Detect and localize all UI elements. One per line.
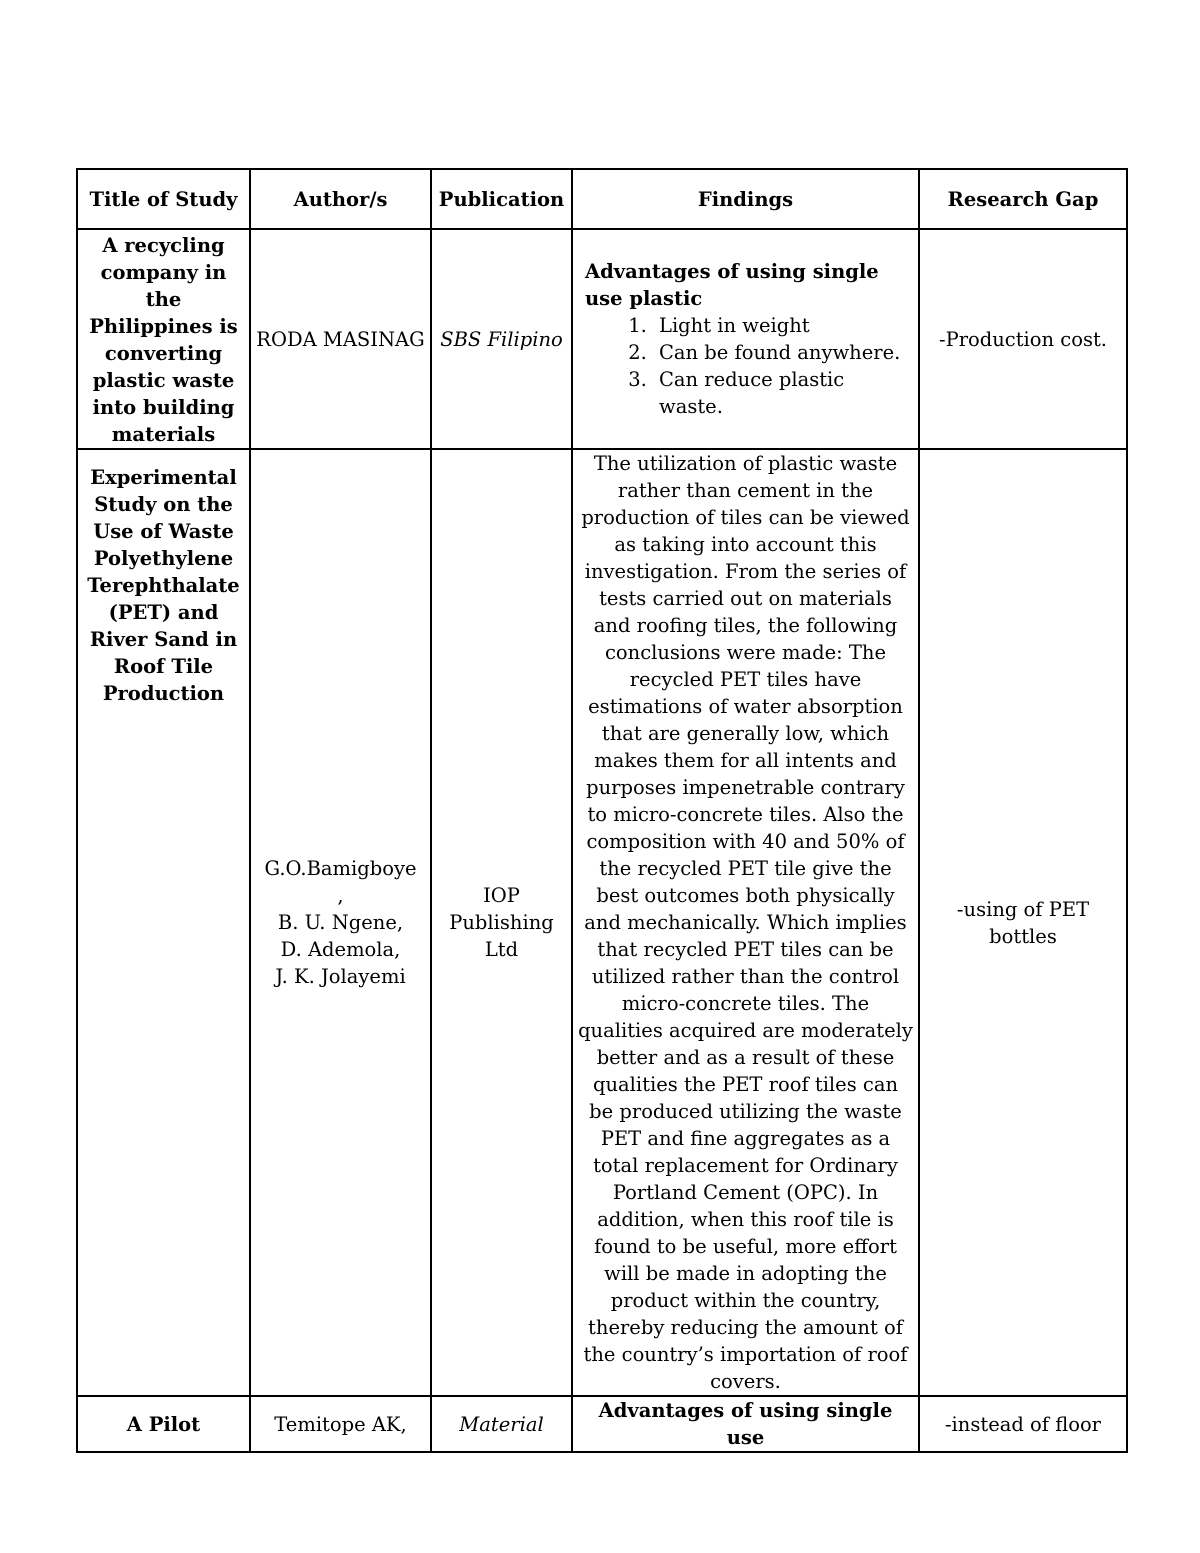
header-research-gap: Research Gap <box>919 169 1127 229</box>
author-line: , <box>337 884 344 907</box>
author-line: J. K. Jolayemi <box>275 965 406 988</box>
list-item: 2. Can be found anywhere. <box>653 339 913 366</box>
research-gap: -Production cost. <box>919 229 1127 449</box>
research-gap: -using of PET bottles <box>919 449 1127 1396</box>
list-item: 3. Can reduce plastic waste. <box>653 366 913 420</box>
study-findings <box>572 229 919 449</box>
research-gap: -instead of floor <box>919 1396 1127 1452</box>
header-publication: Publication <box>431 169 572 229</box>
study-title: A recycling company in the Philippines is converting plastic waste into building materials <box>77 229 250 449</box>
header-authors: Author/s <box>250 169 431 229</box>
study-findings: Advantages of using single use <box>572 1396 919 1452</box>
study-authors: RODA MASINAG <box>250 229 431 449</box>
header-findings: Findings <box>572 169 919 229</box>
table-row <box>77 229 1127 449</box>
study-title: Experimental Study on the Use of Waste Polyethylene Terephthalate (PET) and River Sand in Roof Tile Production <box>77 449 250 1396</box>
findings-paragraph: The utilization of plastic waste rather than cement in the production of tiles can be viewed as taking into account this investigation. From the series of tests carried out on materials and roofing tiles, the following conclusions were made: The recycled PET tiles have estimations of water absorption that are generally low, which makes them for all intents and purposes impenetrable contrary to micro-concrete tiles. Also the composition with 40 and 50% of the recycled PET tile give the best outcomes both physically and mechanically. Which implies that recycled PET tiles can be utilized rather than the control micro-concrete tiles. The qualities acquired are moderately better and as a result of these qualities the PET roof tiles can be produced utilizing the waste PET and fine aggregates as a total replacement for Ordinary Portland Cement (OPC). In addition, when this roof tile is found to be useful, more effort will be made in adopting the product within the country, thereby reducing the amount of the country’s importation of roof covers. <box>578 452 913 1393</box>
header-row <box>77 169 1127 229</box>
findings-heading: Advantages of using single use plastic <box>585 260 879 310</box>
table-row <box>77 449 1127 1396</box>
study-publication: SBS Filipino <box>431 229 572 449</box>
findings-list <box>585 312 913 420</box>
study-title: A Pilot <box>77 1396 250 1452</box>
header-title-of-study: Title of Study <box>77 169 250 229</box>
list-item: 1. Light in weight <box>653 312 913 339</box>
study-authors: Temitope AK, <box>250 1396 431 1452</box>
author-line: B. U. Ngene, <box>277 911 404 934</box>
study-authors <box>250 449 431 1396</box>
study-publication: Material <box>431 1396 572 1452</box>
study-findings <box>572 449 919 1396</box>
table-row <box>77 1396 1127 1452</box>
author-line: G.O.Bamigboye <box>264 857 417 880</box>
literature-review-table <box>76 168 1128 1453</box>
author-line: D. Ademola, <box>280 938 401 961</box>
study-publication: IOP Publishing Ltd <box>431 449 572 1396</box>
